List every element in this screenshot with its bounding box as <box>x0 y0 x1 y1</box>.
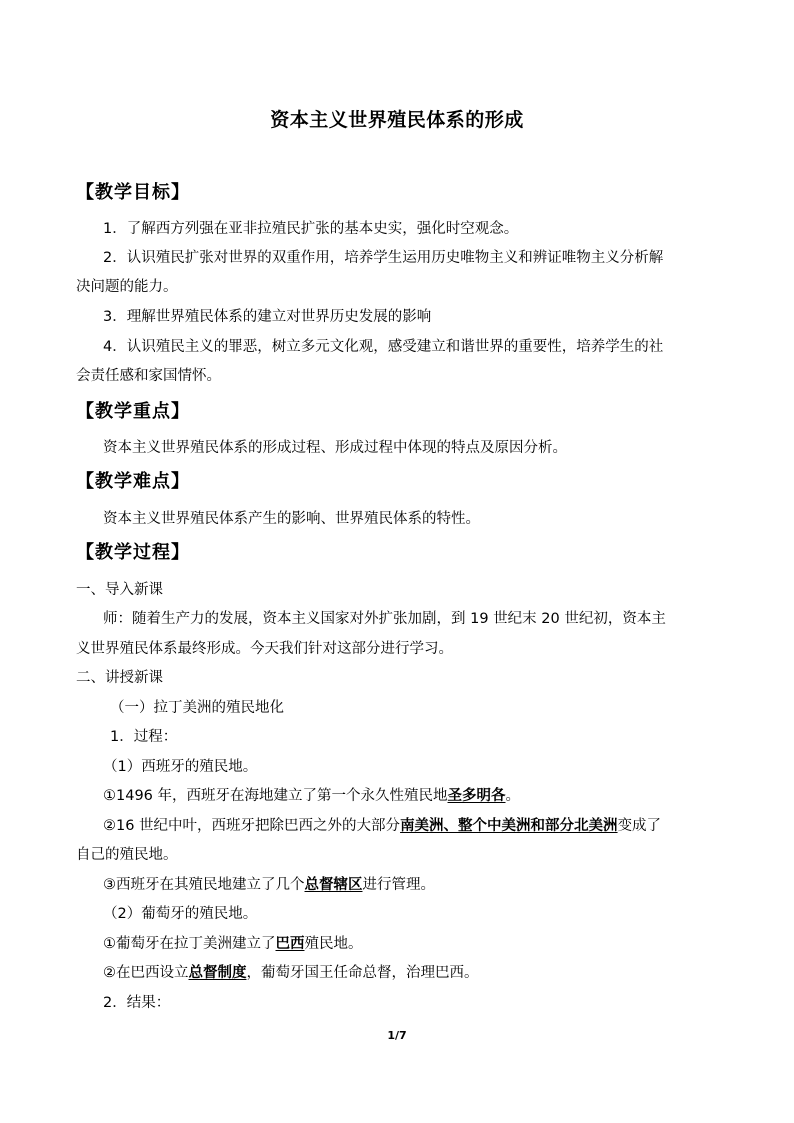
portugal-heading: （2）葡萄牙的殖民地。 <box>103 906 258 922</box>
spain-item-1-pre: ①1496 年，西班牙在海地建立了第一个永久性殖民地 <box>103 788 448 804</box>
intro-heading: 一、导入新课 <box>76 582 163 598</box>
spain-item-3-pre: ③西班牙在其殖民地建立了几个 <box>103 877 305 893</box>
spain-item-3-post: 进行管理。 <box>362 877 435 893</box>
objective-3: 3．理解世界殖民体系的建立对世界历史发展的影响 <box>103 309 432 325</box>
spain-item-2 <box>103 816 661 836</box>
portugal-item-2 <box>103 963 479 983</box>
key-points-text: 资本主义世界殖民体系的形成过程、形成过程中体现的特点及原因分析。 <box>103 440 567 456</box>
difficult-points-text: 资本主义世界殖民体系产生的影响、世界殖民体系的特性。 <box>103 511 480 527</box>
spain-heading: （1）西班牙的殖民地。 <box>103 759 258 775</box>
portugal-item-2-emphasis: 总督制度 <box>188 965 247 981</box>
part-1-heading: （一）拉丁美洲的殖民地化 <box>110 700 284 716</box>
objective-4-line-1: 4．认识殖民主义的罪恶，树立多元文化观，感受建立和谐世界的重要性，培养学生的社 <box>103 339 664 355</box>
spain-item-1 <box>103 786 520 806</box>
spain-item-1-emphasis: 圣多明各 <box>447 788 506 804</box>
result-label: 2．结果： <box>103 995 171 1011</box>
intro-line-2: 义世界殖民体系最终形成。今天我们针对这部分进行学习。 <box>76 641 453 657</box>
spain-item-2-post: 变成了 <box>617 818 662 834</box>
intro-line-1: 师：随着生产力的发展，资本主义国家对外扩张加剧，到 19 世纪末 20 世纪初，资本主 <box>103 611 666 627</box>
process-heading: 【教学过程】 <box>76 542 190 563</box>
spain-item-3 <box>103 875 435 895</box>
objective-1: 1．了解西方列强在亚非拉殖民扩张的基本史实，强化时空观念。 <box>103 221 519 237</box>
spain-item-3-emphasis: 总督辖区 <box>304 877 363 893</box>
objective-2-line-2: 决问题的能力。 <box>76 279 178 295</box>
portugal-item-1-emphasis: 巴西 <box>275 936 305 952</box>
portugal-item-1-pre: ①葡萄牙在拉丁美洲建立了 <box>103 936 276 952</box>
key-points-heading: 【教学重点】 <box>76 401 190 422</box>
spain-item-2-pre: ②16 世纪中叶，西班牙把除巴西之外的大部分 <box>103 818 401 834</box>
spain-item-1-post: 。 <box>505 788 521 804</box>
spain-item-2-emphasis: 南美洲、整个中美洲和部分北美洲 <box>400 818 618 834</box>
portugal-item-2-post: ，葡萄牙国王任命总督，治理巴西。 <box>246 965 479 981</box>
process-label: 1．过程： <box>110 729 178 745</box>
portugal-item-2-pre: ②在巴西设立 <box>103 965 189 981</box>
objective-4-line-2: 会责任感和家国情怀。 <box>76 368 221 384</box>
portugal-item-1 <box>103 934 363 954</box>
page-title: 资本主义世界殖民体系的形成 <box>270 109 524 131</box>
spain-item-2-line-2: 自己的殖民地。 <box>76 847 178 863</box>
difficult-points-heading: 【教学难点】 <box>76 471 190 492</box>
page-number: 1/7 <box>387 1029 407 1042</box>
portugal-item-1-post: 殖民地。 <box>304 936 363 952</box>
lecture-heading: 二、讲授新课 <box>76 670 163 686</box>
objectives-heading: 【教学目标】 <box>76 182 190 203</box>
objective-2-line-1: 2．认识殖民扩张对世界的双重作用，培养学生运用历史唯物主义和辨证唯物主义分析解 <box>103 250 664 266</box>
